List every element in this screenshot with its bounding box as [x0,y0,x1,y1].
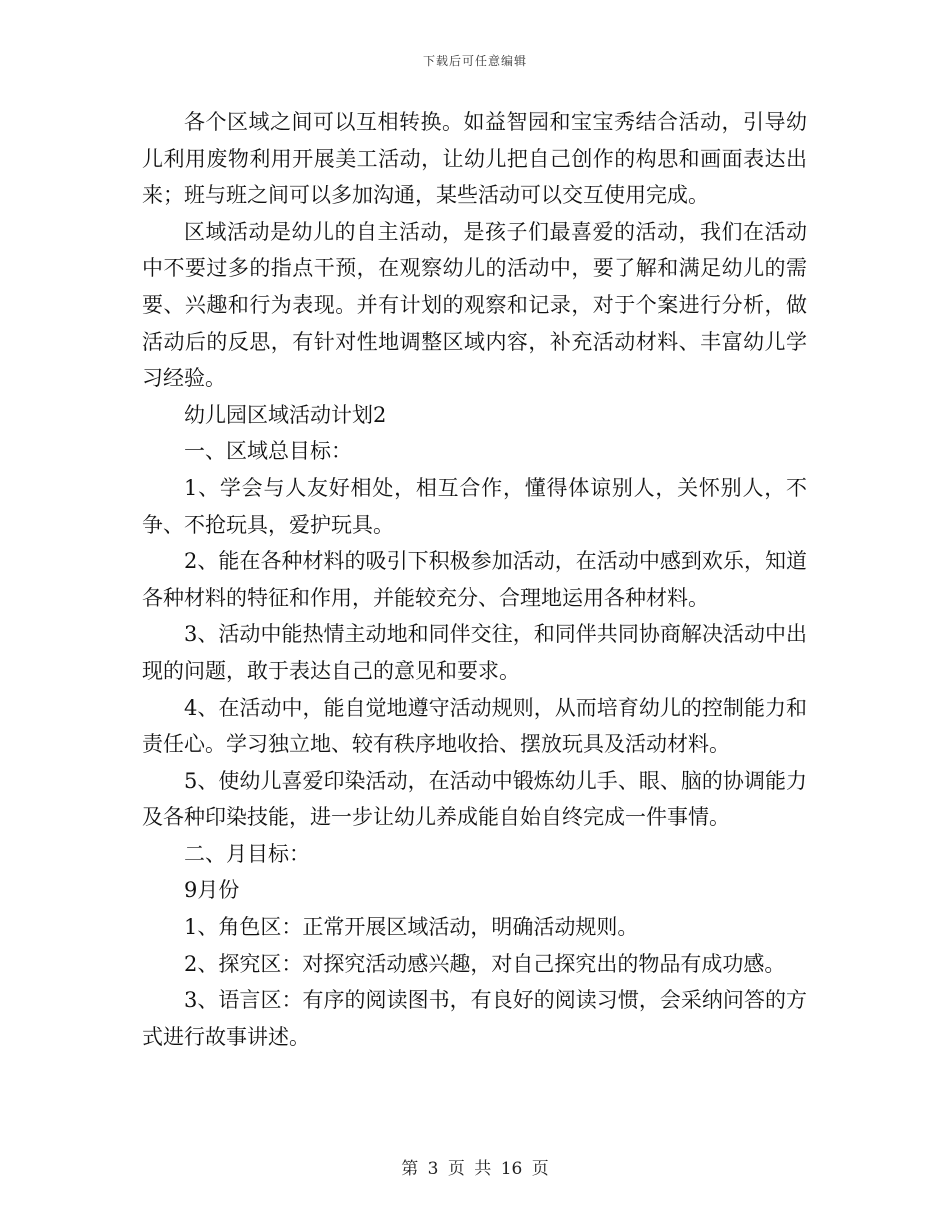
section-heading: 一、区域总目标： [184,439,352,464]
list-item: 3、活动中能热情主动地和同伴交往，和同伴共同协商解决活动中出现的问题，敢于表达自己的意见和要求。 [142,622,807,683]
list-item: 2、探究区：对探究活动感兴趣，对自己探究出的物品有成功感。 [184,951,786,976]
section-heading: 二、月目标： [184,841,310,866]
paragraph: 各个区域之间可以互相转换。如益智园和宝宝秀结合活动，引导幼儿利用废物利用开展美工活动，让幼儿把自己创作的构思和画面表达出来；班与班之间可以多加沟通，某些活动可以交互使用完成。 [142,110,807,208]
paragraph: 区域活动是幼儿的自主活动，是孩子们最喜爱的活动，我们在活动中不要过多的指点干预，在观察幼儿的活动中，要了解和满足幼儿的需要、兴趣和行为表现。并有计划的观察和记录，对于个案进行分析，做活动后的反思，有针对性地调整区域内容，补充活动材料、丰富幼儿学习经验。 [142,219,807,391]
page-header-note: 下载后可任意编辑 [422,54,527,68]
list-item: 4、在活动中，能自觉地遵守活动规则，从而培育幼儿的控制能力和责任心。学习独立地、较有秩序地收拾、摆放玩具及活动材料。 [142,695,807,757]
list-item: 1、学会与人友好相处，相互合作，懂得体谅别人，关怀别人，不争、不抢玩具，爱护玩具。 [142,475,807,537]
month-heading: 9月份 [184,878,240,903]
document-body [142,104,807,1055]
section-title: 幼儿园区域活动计划2 [184,402,387,427]
page-number: 第 3 页 共 16 页 [401,1159,549,1179]
list-item: 5、使幼儿喜爱印染活动，在活动中锻炼幼儿手、眼、脑的协调能力及各种印染技能，进一步让幼儿养成能自始自终完成一件事情。 [142,768,807,830]
list-item: 1、角色区：正常开展区域活动，明确活动规则。 [184,915,639,940]
list-item: 3、语言区：有序的阅读图书，有良好的阅读习惯，会采纳问答的方式进行故事讲述。 [142,988,807,1049]
list-item: 2、能在各种材料的吸引下积极参加活动，在活动中感到欢乐，知道各种材料的特征和作用，并能较充分、合理地运用各种材料。 [142,549,807,610]
